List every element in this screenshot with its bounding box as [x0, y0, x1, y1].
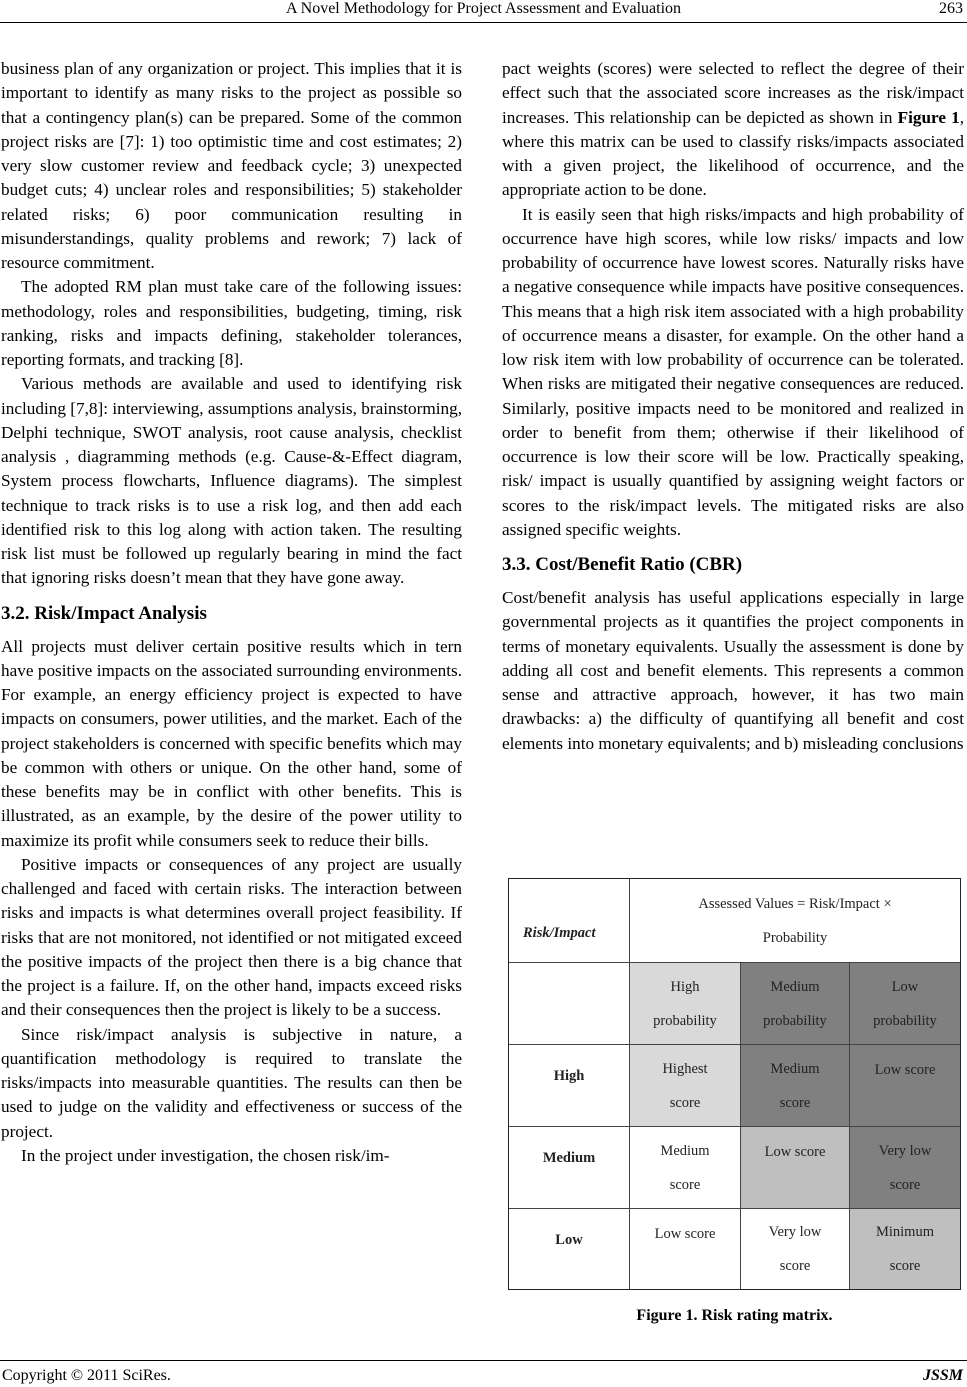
score-cell	[850, 1045, 960, 1127]
matrix-corner-label: Risk/Impact	[509, 879, 630, 963]
cell-line: Medium	[660, 1142, 710, 1159]
running-title: A Novel Methodology for Project Assessment and Evaluation	[285, 0, 682, 17]
row-label-low: Low	[509, 1209, 630, 1289]
paragraph: Since risk/impact analysis is subjective in nature, a quantification methodology is required to translate the risks/impacts into measurable quantities. The results can then be used to judge on the validity and effectiveness or success of the project.	[1, 1024, 462, 1141]
matrix-empty-cell	[509, 963, 630, 1045]
cell-line: Highest	[662, 1060, 708, 1077]
score-cell	[850, 1127, 960, 1209]
cell-line: probability	[873, 1012, 937, 1029]
score-cell	[630, 1045, 741, 1127]
left-column	[1, 57, 462, 1168]
score-cell	[630, 1127, 741, 1209]
section-heading: 3.3. Cost/Benefit Ratio (CBR)	[502, 554, 743, 575]
probability-column-header	[850, 963, 960, 1045]
score-cell	[741, 1209, 850, 1289]
score-cell	[850, 1209, 960, 1289]
paragraph: Positive impacts or consequences of any project are usually challenged and faced with certain risks. The interaction between risks and impacts is what determines overall project feasibility. If risks that are not monitored, not identified or not mitigated exceed the positive impacts of the project then there is a big chance that the project is a failure. If, on the other hand, impacts exceed risks and their consequences then the project is likely to be a success.	[1, 854, 462, 1020]
paragraph: business plan of any organization or project. This implies that it is important to identify as many risks to the project as possible so that a contingency plan(s) can be prepared. Some of the common project risks are [7]: 1) too optimistic time and cost estimates; 2) very slow customer review and feedback cycle; 3) unexpected budget cuts; 4) unclear roles and responsibilities; 5) stakeholder related risks; 6) poor communication resulting in misunderstandings, quality problems and rework; 7) lack of resource commitment.	[1, 59, 462, 272]
matrix-header-line: Assessed Values = Risk/Impact ×	[698, 895, 892, 912]
running-header	[0, 0, 967, 23]
row-label-medium: Medium	[509, 1127, 630, 1209]
paragraph: In the project under investigation, the chosen risk/im-	[21, 1145, 390, 1165]
right-column	[502, 57, 964, 756]
cell-line: score	[889, 1176, 921, 1193]
journal-name: JSSM	[922, 1367, 963, 1384]
matrix-grid	[509, 879, 960, 1289]
score-cell	[741, 1127, 850, 1209]
risk-rating-matrix	[508, 878, 961, 1290]
cell-line: score	[779, 1094, 811, 1111]
row-label-high: High	[509, 1045, 630, 1127]
cell-line: Medium	[770, 1060, 820, 1077]
cell-line: score	[669, 1176, 701, 1193]
cell-line: Low	[891, 978, 919, 995]
cell-line: Low score	[654, 1226, 716, 1242]
text-span: pact weights (scores) were selected to reflect the degree of their effect such that the associated score increases as the risk/impact increases. This relationship can be depicted as shown in	[502, 59, 964, 127]
probability-column-header	[741, 963, 850, 1045]
page-number: 263	[939, 0, 963, 17]
page-footer	[0, 1360, 967, 1387]
cell-line: score	[669, 1094, 701, 1111]
cell-line: probability	[653, 1012, 717, 1029]
score-cell	[741, 1045, 850, 1127]
cell-line: Minimum	[875, 1224, 934, 1240]
cell-line: High	[670, 978, 700, 995]
cell-line: score	[779, 1258, 811, 1274]
paragraph: It is easily seen that high risks/impacts and high probability of occurrence have high scores, while low risks/ impacts and low probability of occurrence have lowest scores. Naturally risks have a negative consequence while impacts have positive consequences. This means that a high risk item associated with a high probability of occurrence means a disaster, for example. On the other hand a low risk item with low probability of occurrence can be tolerated. When risks are mitigated their negative consequences are reduced. Similarly, positive impacts need to be monitored and realized in order to benefit from them; otherwise if their likelihood of occurrence is low their score will be low. Practically speaking, risk/ impact is usually quantified by assigning weight factors or scores to the risk/impact levels. The mitigated risks are also assigned specific weights.	[502, 204, 964, 539]
figure-reference[interactable]: Figure 1	[897, 107, 960, 127]
section-heading: 3.2. Risk/Impact Analysis	[1, 602, 207, 624]
copyright-notice: Copyright © 2011 SciRes.	[2, 1367, 171, 1384]
paragraph	[502, 57, 964, 203]
cell-line: score	[889, 1258, 921, 1274]
paragraph: Various methods are available and used to identifying risk including [7,8]: interviewing, assumptions analysis, brainstorming, Delphi technique, SWOT analysis, root cause analysis, checklist analysis , diagramming methods (e.g. Cause-&-Effect diagram, System process flowcharts, Influence diagrams). The simplest technique to track risks is to use a risk log, and then add each identified risk to this log along with action taken. The resulting risk list must be followed up regularly bearing in mind the fact that ignoring risks doesn’t mean that they have gone away.	[1, 374, 462, 588]
text-span: , where this matrix can be used to classify risks/impacts associated with a given project, the likelihood of occurrence, and the appropriate action to be done.	[502, 107, 964, 200]
figure-caption: Figure 1. Risk rating matrix.	[636, 1307, 833, 1324]
cell-line: Very low	[768, 1224, 822, 1240]
cell-line: Low score	[874, 1062, 936, 1078]
paragraph: The adopted RM plan must take care of the following issues: methodology, roles and responsibilities, budgeting, timing, risk ranking, risks and impacts defining, stakeholder tolerances, reporting formats, and tracking [8].	[1, 277, 462, 369]
score-cell	[630, 1209, 741, 1289]
cell-line: Medium	[770, 978, 820, 995]
paragraph: All projects must deliver certain positive results which in tern have positive impacts on the associated surrounding environments. For example, an energy efficiency project is expected to have impacts on consumers, power utilities, and the market. Each of the project stakeholders is concerned with specific benefits which may be common with others or unique. On the other hand, some of these benefits may be in conflict with other benefits. This is illustrated, as an example, by the desire of the power utility to maximize its profit while consumers seek to reduce their bills.	[1, 636, 462, 850]
cell-line: Low score	[764, 1144, 826, 1160]
matrix-header-line: Probability	[762, 929, 828, 946]
probability-column-header	[630, 963, 741, 1045]
paragraph: Cost/benefit analysis has useful applications especially in large governmental projects as it quantifies the project components in terms of monetary equivalents. Usually the assessment is done by adding all cost and benefit elements. This represents a common sense and attractive approach, however, it has two main drawbacks: a) the difficulty of quantifying all benefit and cost elements into monetary equivalents; and b) misleading conclusions	[502, 588, 964, 753]
cell-line: Very low	[878, 1142, 932, 1159]
matrix-header	[630, 879, 960, 963]
cell-line: probability	[763, 1012, 827, 1029]
